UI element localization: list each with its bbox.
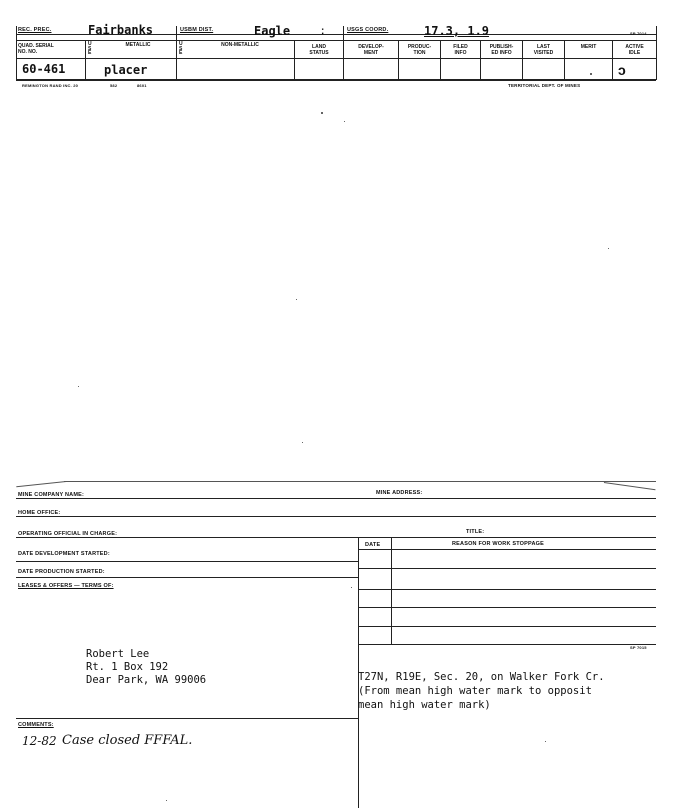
form-number-top: SP 7014 [630,31,647,36]
rec-prec-value: Fairbanks [88,23,154,37]
rec-prec-label: REC. PREC. [18,27,52,33]
mine-address-label: MINE ADDRESS: [376,490,423,496]
location-line-2: (From mean high water mark to opposit [358,685,592,697]
rule-company [16,498,656,499]
owner-address-line-1: Rt. 1 Box 192 [86,661,169,673]
comments-label: COMMENTS: [18,722,54,728]
comment-text: Case closed FFFAL. [62,733,193,748]
divider-quad-metallic [85,40,86,80]
col-quad-serial: QUAD. SERIAL NO. NO. [18,43,54,55]
col-nonmetallic-use: U S E [179,41,183,56]
header-right-border [656,26,657,80]
usgs-coord-label: USGS COORD. [347,27,389,33]
date-production-started-label: DATE PRODUCTION STARTED: [18,569,105,575]
stray-mark [590,73,592,75]
rule-date-header [358,549,656,550]
location-line-3: mean high water mark) [358,699,491,711]
col-last-visited: LAST VISITED [533,44,554,56]
header-label-rule [16,40,656,41]
speck [166,800,167,801]
speck [302,442,303,443]
speck [545,741,546,742]
divider-metallic-nonmetallic [176,26,177,80]
colon-mark: : [321,26,325,37]
usgs-coord-value: 17.3, 1.9 [424,24,490,38]
home-office-label: HOME OFFICE: [18,510,61,516]
rule-comments [16,718,358,719]
speck [321,112,323,114]
col-land-status: LAND STATUS [309,44,329,56]
date-reason-divider [391,537,392,644]
col-published-info: PUBLISH- ED INFO [489,44,514,56]
col-production: PRODUC- TION [407,44,432,56]
speck [296,299,297,300]
card-edge-curl-right [603,482,656,498]
col-metallic: METALLIC [125,42,151,48]
stoppage-row-4 [358,626,656,627]
owner-name: Robert Lee [86,648,150,660]
header-bottom-rule [16,79,656,81]
date-col-label: DATE [365,542,381,548]
rule-operating [16,537,656,538]
header-mid-rule [16,58,656,59]
stoppage-row-5 [358,644,656,645]
active-idle-mark: ↄ [618,62,626,78]
rule-date-dev [16,561,358,562]
printer-code-1: 582 [110,83,118,88]
location-line-1: T27N, R19E, Sec. 20, on Walker Fork Cr. [358,671,605,683]
stoppage-row-3 [358,607,656,608]
speck [351,587,352,588]
col-merit: MERIT [580,44,597,50]
mine-company-name-label: MINE COMPANY NAME: [18,492,85,498]
reason-col-label: REASON FOR WORK STOPPAGE [452,541,544,547]
col-active-idle: ACTIVE IDLE [625,44,644,56]
stoppage-row-2 [358,589,656,590]
header-left-border [16,26,17,80]
metallic-value: placer [104,63,148,77]
form-number-bottom: SP 7015 [630,645,647,650]
card-edge-top [64,481,656,482]
printer-credit: REMINGTON RAND INC. 20 [22,83,79,88]
date-development-started-label: DATE DEVELOPMENT STARTED: [18,551,110,557]
rule-home-office [16,516,656,517]
col-filed-info: FILED INFO [453,44,468,56]
comment-date: 12-82 [22,734,57,748]
col-metallic-use: U S E [88,41,92,56]
leases-offers-label: LEASES & OFFERS — TERMS OF: [18,583,114,589]
usbm-dist-value: Eagle [254,24,291,38]
operating-official-label: OPERATING OFFICIAL IN CHARGE: [18,531,118,537]
col-development: DEVELOP- MENT [358,44,384,56]
usbm-dist-label: USBM DIST. [180,27,214,33]
owner-address-line-2: Dear Park, WA 99006 [86,674,207,686]
agency-name: TERRITORIAL DEPT. OF MINES [508,83,581,88]
speck [78,386,79,387]
title-label: TITLE: [466,529,485,535]
rule-date-prod [16,577,358,578]
col-nonmetallic: NON-METALLIC [221,42,259,48]
speck [344,121,345,122]
quad-serial-value: 60-461 [22,62,66,76]
printer-code-2: 8601 [137,83,147,88]
speck [608,248,609,249]
stoppage-row-1 [358,568,656,569]
